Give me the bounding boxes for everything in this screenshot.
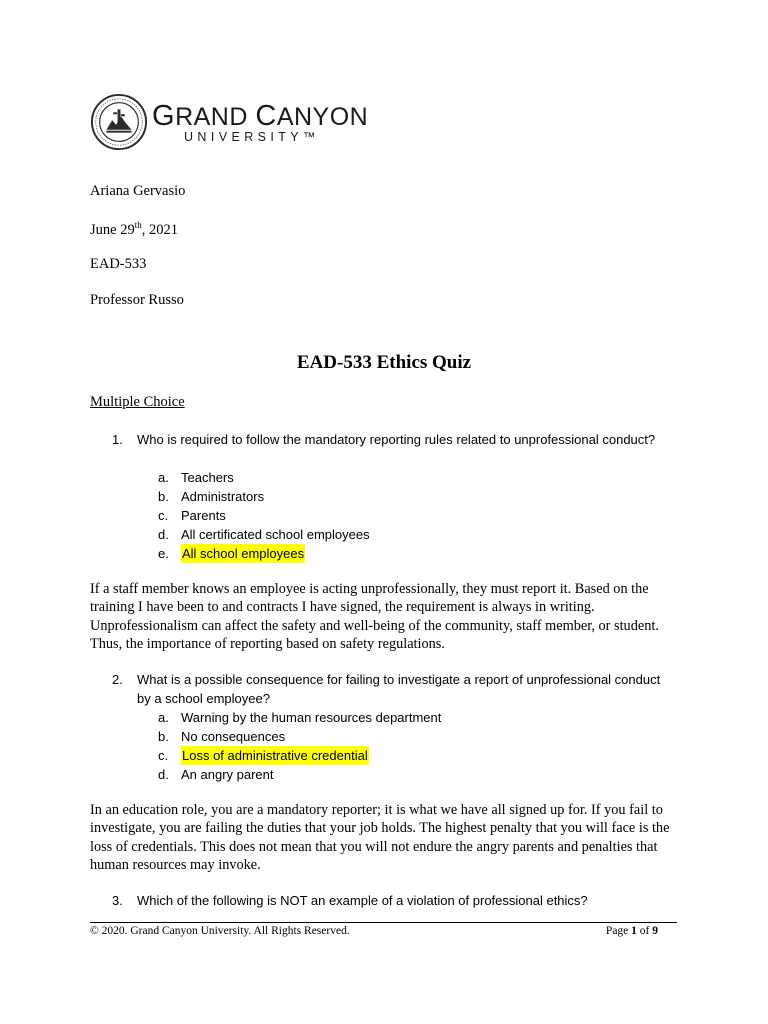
document-page: GRAND CANYON UNIVERSITY™ Ariana Gervasio June 29th, 2021 EAD-533 Professor Russo EAD-533 Ethics Quiz Multiple Choice 1. Who is required to follow the mandatory reporting rules related to unprofessional conduct? a. Teachers b. Administrators c. Parents d. All certificated school employees e. All school employees If a staff member knows an employee is acting unprofessionally, they must report it. Based on the training I have been to and contracts I have signed, the requirement is always in writing. Unprofessionalism can affect the safety and well-being of the community, staff member, or student. Thus, the importance of reporting based on safety regulations. 2. What is a possible consequence for failing to investigate a report of unprofessional conduct by a school employee? a. Warning by the human resources department b. No consequences c. Loss of administrative credential d. An angry parent In an education role, you are a mandatory reporter; it is what we have all signed up for. If you fail to investigate, you are failing the duties that your job holds. The highest penalty that you will face is the loss of credentials. This does not mean that you will not endure the angry parents and penalties that human resources may invoke. 3. Which of the following is NOT an example of a violation of professional ethics? © 2020. Grand Canyon University. All Rights Reserved. Page 1 of 9 bbox=[0, 0, 768, 1024]
question-number: 1. bbox=[112, 432, 123, 447]
logo-title: GRAND CANYON bbox=[152, 99, 369, 132]
section-heading: Multiple Choice bbox=[90, 394, 185, 410]
submission-date: June 29th, 2021 bbox=[90, 220, 178, 238]
university-seal-icon bbox=[90, 93, 148, 151]
answer-explanation-1: If a staff member knows an employee is acting unprofessionally, they must report it. Based on the training I have been to and contracts I have signed, the requirement is always in writing. Unprofessionalism can affect the safety and well-being of the community, staff member, or student. Thus, the importance of reporting based on safety regulations. bbox=[90, 581, 659, 652]
professor-name: Professor Russo bbox=[90, 292, 184, 308]
footer-copyright: © 2020. Grand Canyon University. All Rights Reserved. bbox=[90, 925, 350, 937]
question-number: 2. bbox=[112, 672, 123, 687]
document-title: EAD-533 Ethics Quiz bbox=[296, 352, 472, 373]
student-name: Ariana Gervasio bbox=[90, 183, 186, 199]
page-number: Page 1 of 9 bbox=[605, 925, 658, 937]
course-code: EAD-533 bbox=[90, 256, 147, 272]
answer-explanation-2: In an education role, you are a mandatory reporter; it is what we have all signed up for. If you fail to investigate, you are failing the duties that your job holds. The highest penalty that you will face is the loss of credentials. This does not mean that you will not endure the angry parents and penalties that human resources may invoke. bbox=[90, 802, 670, 873]
question-text: Which of the following is NOT an example of a violation of professional ethics? bbox=[137, 893, 588, 908]
question-text: Who is required to follow the mandatory reporting rules related to unprofessional conduct? bbox=[137, 432, 656, 447]
footer-divider bbox=[90, 922, 677, 923]
logo-subtitle: UNIVERSITY™ bbox=[184, 129, 320, 144]
question-text: What is a possible consequence for failing to investigate a report of unprofessional conduct by a school employee? bbox=[137, 672, 661, 706]
university-logo bbox=[90, 93, 368, 151]
question-number: 3. bbox=[112, 893, 123, 908]
